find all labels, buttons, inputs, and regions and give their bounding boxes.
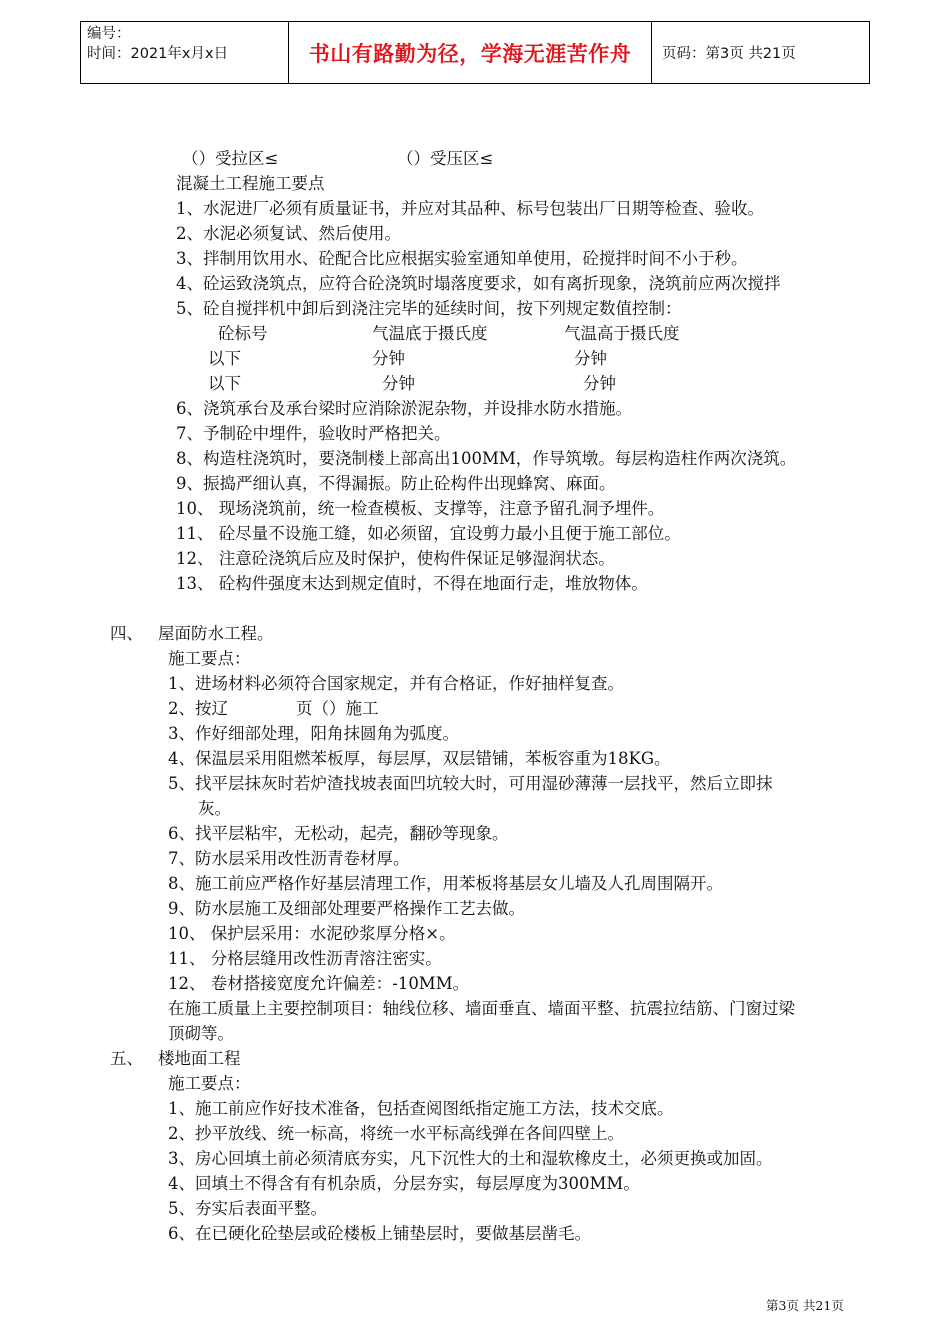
text-line: 9、防水层施工及细部处理要严格操作工艺去做。 (168, 899, 525, 918)
text-line: 9、振捣严细认真，不得漏振。防止砼构件出现蜂窝、麻面。 (176, 474, 616, 493)
table-cell: 分钟 (382, 374, 415, 393)
text-line: 3、房心回填土前必须清底夯实，凡下沉性大的土和湿软橡皮土，必须更换或加固。 (168, 1149, 773, 1168)
text-line: 11、 砼尽量不设施工缝，如必须留，宜设剪力最小且便于施工部位。 (176, 524, 681, 543)
text-line: （）受拉区≤ (182, 149, 279, 168)
text-line: 6、找平层粘牢，无松动，起壳，翻砂等现象。 (168, 824, 509, 843)
text-line: 5、夯实后表面平整。 (168, 1199, 327, 1218)
text-line: 10、 保护层采用：水泥砂浆厚分格×。 (168, 924, 456, 943)
text-line: 1、进场材料必须符合国家规定，并有合格证，作好抽样复查。 (168, 674, 624, 693)
text-line: 12、 注意砼浇筑后应及时保护，使构件保证足够湿润状态。 (176, 549, 615, 568)
text-line: 1、水泥进厂必须有质量证书，并应对其品种、标号包装出厂日期等检查、验收。 (176, 199, 764, 218)
text-line: 7、防水层采用改性沥青卷材厚。 (168, 849, 410, 868)
text-line: 页（）施工 (296, 699, 379, 718)
table-header-grade: 砼标号 (218, 324, 268, 343)
header-page-number: 页码：第3页 共21页 (662, 46, 796, 62)
page-footer: 第3页 共21页 (766, 1298, 844, 1313)
text-line: 4、砼运致浇筑点，应符合砼浇筑时塌落度要求，如有离折现象，浇筑前应两次搅拌 (176, 274, 781, 293)
text-line: 8、施工前应严格作好基层清理工作，用苯板将基层女儿墙及人孔周围隔开。 (168, 874, 723, 893)
text-line: 13、 砼构件强度末达到规定值时，不得在地面行走，堆放物体。 (176, 574, 648, 593)
text-line: 2、按辽 (168, 699, 228, 718)
header-info-cell (81, 22, 289, 83)
table-cell: 以下 (208, 349, 241, 368)
text-line: 混凝土工程施工要点 (176, 174, 325, 193)
text-line: 2、抄平放线、统一标高，将统一水平标高线弹在各间四壁上。 (168, 1124, 624, 1143)
section-title: 屋面防水工程。 (158, 624, 274, 643)
text-line: 4、保温层采用阻燃苯板厚，每层厚，双层错铺，苯板容重为18KG。 (168, 749, 671, 768)
text-line: 顶砌等。 (168, 1024, 234, 1043)
table-header-low-temp: 气温底于摄氏度 (372, 324, 488, 343)
text-line: 在施工质量上主要控制项目：轴线位移、墙面垂直、墙面平整、抗震拉结筋、门窗过梁 (168, 999, 795, 1018)
text-line: 灰。 (198, 799, 231, 818)
table-cell: 分钟 (583, 374, 616, 393)
section-number: 五、 (110, 1049, 143, 1068)
page-header (80, 21, 870, 84)
text-line: 3、拌制用饮用水、砼配合比应根据实验室通知单使用，砼搅拌时间不小于秒。 (176, 249, 748, 268)
text-line: 6、浇筑承台及承台梁时应消除淤泥杂物，并设排水防水措施。 (176, 399, 632, 418)
section-title: 楼地面工程 (158, 1049, 241, 1068)
text-line: 3、作好细部处理，阳角抹圆角为弧度。 (168, 724, 459, 743)
subheading: 施工要点： (168, 1074, 251, 1093)
serial-number-label: 编号： (87, 26, 131, 42)
text-line: 2、水泥必须复试、然后使用。 (176, 224, 401, 243)
table-cell: 以下 (208, 374, 241, 393)
time-label: 时间：2021年x月x日 (87, 46, 229, 62)
text-line: 12、 卷材搭接宽度允许偏差：-10MM。 (168, 974, 470, 993)
text-line: （）受压区≤ (397, 149, 494, 168)
table-cell: 分钟 (574, 349, 607, 368)
text-line: 5、找平层抹灰时若炉渣找坡表面凹坑较大时，可用湿砂薄薄一层找平，然后立即抹 (168, 774, 773, 793)
table-header-high-temp: 气温高于摄氏度 (564, 324, 680, 343)
text-line: 6、在已硬化砼垫层或砼楼板上铺垫层时，要做基层凿毛。 (168, 1224, 591, 1243)
section-number: 四、 (110, 624, 143, 643)
table-cell: 分钟 (372, 349, 405, 368)
text-line: 10、 现场浇筑前，统一检查模板、支撑等，注意予留孔洞予埋件。 (176, 499, 665, 518)
text-line: 4、回填土不得含有有机杂质，分层夯实，每层厚度为300MM。 (168, 1174, 640, 1193)
text-line: 7、予制砼中埋件，验收时严格把关。 (176, 424, 451, 443)
subheading: 施工要点： (168, 649, 251, 668)
text-line: 11、 分格层缝用改性沥青溶注密实。 (168, 949, 442, 968)
text-line: 5、砼自搅拌机中卸后到浇注完毕的延续时间，按下列规定数值控制： (176, 299, 682, 318)
header-motto: 书山有路勤为径，学海无涯苦作舟 (289, 22, 652, 83)
text-line: 8、构造柱浇筑时，要浇制楼上部高出100MM，作导筑墩。每层构造柱作两次浇筑。 (176, 449, 797, 468)
text-line: 1、施工前应作好技术准备，包括查阅图纸指定施工方法，技术交底。 (168, 1099, 674, 1118)
